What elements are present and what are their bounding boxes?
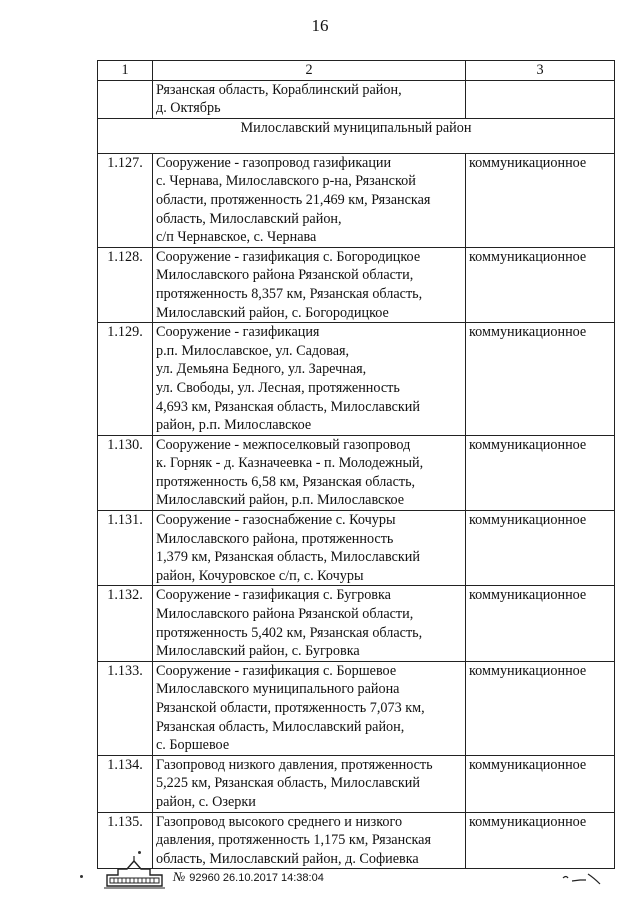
desc-line: протяженность 6,58 км, Рязанская область, xyxy=(156,473,416,490)
row-type: коммуникационное xyxy=(466,435,615,510)
desc-line: область, Милославский район, д. Софиевка xyxy=(156,850,419,867)
row-description xyxy=(153,247,466,322)
row-type: коммуникационное xyxy=(466,323,615,436)
desc-line: ул. Демьяна Бедного, ул. Заречная, xyxy=(156,361,367,378)
desc-line: область, Милославский район, xyxy=(156,210,342,227)
row-description xyxy=(153,153,466,247)
desc-line: Милославского района Рязанской области, xyxy=(156,267,414,284)
desc-line: Сооружение - газификация xyxy=(156,324,320,341)
row-type: коммуникационное xyxy=(466,812,615,869)
row-number: 1.135. xyxy=(98,812,153,869)
row-number: 1.132. xyxy=(98,586,153,661)
desc-line: Сооружение - газификация с. Боршевое xyxy=(156,662,397,679)
dot-mark xyxy=(80,875,83,878)
desc-line: район, с. Озерки xyxy=(156,793,256,810)
desc-line: Сооружение - газификация с. Бугровка xyxy=(156,587,391,604)
row-number: 1.128. xyxy=(98,247,153,322)
row-number: 1.130. xyxy=(98,435,153,510)
desc-line: Сооружение - газификация с. Богородицкое xyxy=(156,248,421,265)
stamp-text: 92960 26.10.2017 14:38:04 xyxy=(189,872,324,884)
row-type: коммуникационное xyxy=(466,153,615,247)
table-row xyxy=(98,511,615,586)
desc-line: области, протяженность 21,469 км, Рязанская xyxy=(156,191,431,208)
row-type: коммуникационное xyxy=(466,661,615,755)
header-col-1: 1 xyxy=(98,61,153,81)
stamp-prefix: № xyxy=(173,869,186,884)
signature-scribble xyxy=(560,868,610,888)
desc-line: Милославского района Рязанской области, xyxy=(156,606,414,623)
desc-line: Милославский район, р.п. Милославское xyxy=(156,492,405,509)
desc-line: Милославский район, с. Богородицкое xyxy=(156,304,389,321)
table-row xyxy=(98,435,615,510)
row-type: коммуникационное xyxy=(466,586,615,661)
table-row xyxy=(98,755,615,812)
desc-line: Рязанская область, Кораблинский район, xyxy=(156,81,402,98)
desc-line: давления, протяженность 1,175 км, Рязанская xyxy=(156,832,431,849)
desc-line: 4,693 км, Рязанская область, Милославский xyxy=(156,398,420,415)
desc-line: район, Кочуровское с/п, с. Кочуры xyxy=(156,567,364,584)
section-row xyxy=(98,118,615,153)
property-table xyxy=(97,60,615,869)
desc-line: Милославский район, с. Бугровка xyxy=(156,643,360,660)
row-description xyxy=(153,323,466,436)
table-row xyxy=(98,247,615,322)
desc-line: Рязанская область, Милославский район, xyxy=(156,718,405,735)
table-row xyxy=(98,153,615,247)
desc-line: к. Горняк - д. Казначеевка - п. Молодежный, xyxy=(156,455,424,472)
desc-line: Рязанской области, протяженность 7,073 км, xyxy=(156,700,425,716)
row-description xyxy=(153,511,466,586)
page-number: 16 xyxy=(311,16,329,35)
table-row xyxy=(98,323,615,436)
desc-line: 5,225 км, Рязанская область, Милославский xyxy=(156,775,420,792)
header-col-3: 3 xyxy=(466,61,615,81)
dot-mark xyxy=(138,851,141,854)
row-number: 1.127. xyxy=(98,153,153,247)
row-number: 1.131. xyxy=(98,511,153,586)
row-type: коммуникационное xyxy=(466,511,615,586)
continuation-type xyxy=(466,80,615,118)
continuation-desc xyxy=(153,80,466,118)
desc-line: р.п. Милославское, ул. Садовая, xyxy=(156,342,350,359)
desc-line: Сооружение - газоснабжение с. Кочуры xyxy=(156,512,396,529)
desc-line: ул. Свободы, ул. Лесная, протяженность xyxy=(156,379,400,396)
registry-logo xyxy=(103,855,166,889)
registration-stamp xyxy=(173,869,324,885)
row-type: коммуникационное xyxy=(466,755,615,812)
continuation-row xyxy=(98,80,615,118)
desc-line: 1,379 км, Рязанская область, Милославский xyxy=(156,549,420,566)
row-number: 1.133. xyxy=(98,661,153,755)
desc-line: протяженность 5,402 км, Рязанская область, xyxy=(156,624,423,641)
desc-line: район, р.п. Милославское xyxy=(156,417,312,434)
row-number: 1.129. xyxy=(98,323,153,436)
table-row xyxy=(98,661,615,755)
desc-line: Милославского района, протяженность xyxy=(156,530,394,547)
desc-line: Сооружение - газопровод газификации xyxy=(156,154,392,171)
desc-line: Сооружение - межпоселковый газопровод xyxy=(156,436,411,453)
desc-line: с. Чернава, Милославского р-на, Рязанской xyxy=(156,173,416,190)
header-row xyxy=(98,61,615,81)
desc-line: с/п Чернавское, с. Чернава xyxy=(156,229,317,246)
row-description xyxy=(153,661,466,755)
table-row xyxy=(98,586,615,661)
row-description xyxy=(153,755,466,812)
row-description xyxy=(153,435,466,510)
row-type: коммуникационное xyxy=(466,247,615,322)
desc-line: протяженность 8,357 км, Рязанская область, xyxy=(156,285,423,302)
header-col-2: 2 xyxy=(153,61,466,81)
section-title: Милославский муниципальный район xyxy=(98,118,615,153)
desc-line: д. Октябрь xyxy=(156,100,221,117)
desc-line: с. Боршевое xyxy=(156,737,230,754)
desc-line: Милославского муниципального района xyxy=(156,681,400,698)
desc-line: Газопровод низкого давления, протяженность xyxy=(156,756,433,773)
desc-line: Газопровод высокого среднего и низкого xyxy=(156,813,403,830)
continuation-num xyxy=(98,80,153,118)
row-description xyxy=(153,586,466,661)
row-number: 1.134. xyxy=(98,755,153,812)
